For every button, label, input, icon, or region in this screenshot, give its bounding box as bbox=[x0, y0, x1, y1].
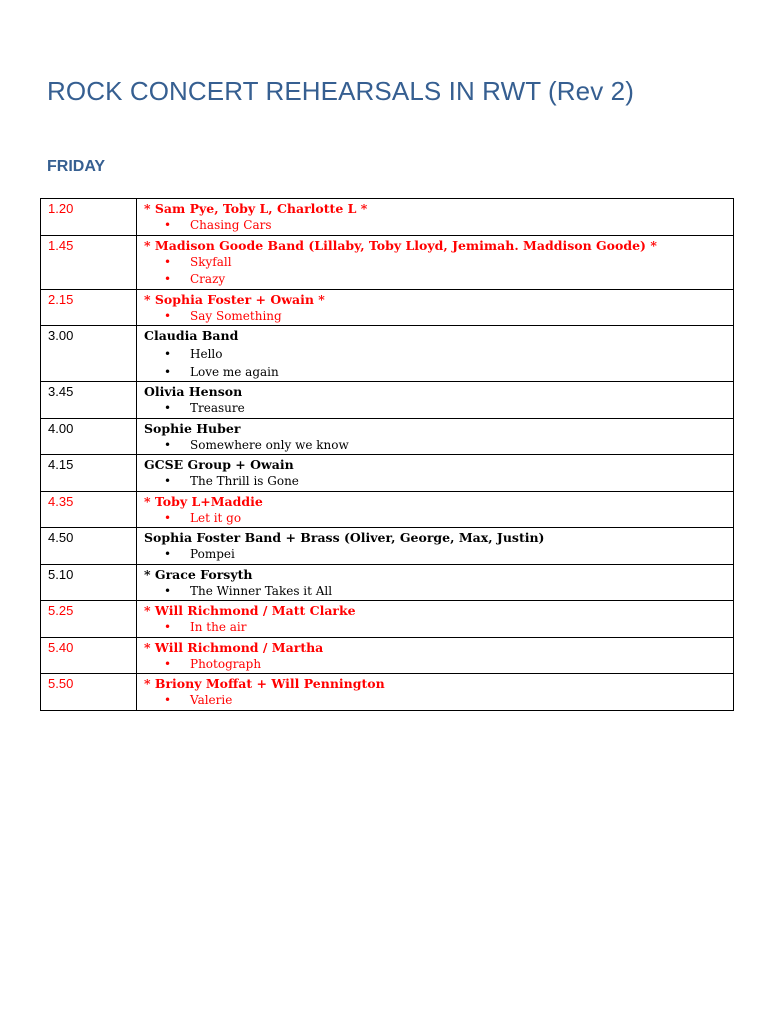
slot-time: 4.50 bbox=[41, 528, 137, 565]
slot-time: 4.00 bbox=[41, 418, 137, 455]
song-list bbox=[144, 217, 733, 235]
rehearsal-schedule-table bbox=[40, 198, 734, 711]
song-title: In the air bbox=[190, 620, 247, 634]
day-heading: FRIDAY bbox=[47, 158, 106, 175]
performer-name: GCSE Group + Owain bbox=[144, 457, 294, 472]
performer-name: * Briony Moffat + Will Pennington bbox=[144, 676, 385, 691]
schedule-row bbox=[41, 235, 734, 289]
schedule-row bbox=[41, 326, 734, 382]
schedule-row bbox=[41, 199, 734, 236]
bullet-icon bbox=[164, 254, 190, 272]
song-title: Say Something bbox=[190, 308, 282, 323]
schedule-row bbox=[41, 528, 734, 565]
song-item bbox=[164, 473, 733, 491]
bullet-icon bbox=[164, 583, 190, 601]
schedule-row bbox=[41, 382, 734, 419]
performer-name: Olivia Henson bbox=[144, 384, 243, 399]
performer-name: * Madison Goode Band (Lillaby, Toby Lloyd, Jemimah. Maddison Goode) * bbox=[144, 237, 657, 253]
slot-time: 5.10 bbox=[41, 564, 137, 601]
slot-act bbox=[137, 601, 734, 638]
song-title: Photograph bbox=[190, 656, 262, 671]
song-item bbox=[164, 254, 733, 272]
song-title: Crazy bbox=[190, 272, 226, 286]
bullet-icon bbox=[164, 271, 190, 289]
slot-time: 2.15 bbox=[41, 289, 137, 326]
song-item bbox=[164, 346, 733, 364]
slot-act bbox=[137, 418, 734, 455]
page-title: ROCK CONCERT REHEARSALS IN RWT (Rev 2) bbox=[47, 76, 634, 106]
slot-act bbox=[137, 199, 734, 236]
slot-act bbox=[137, 235, 734, 289]
performer-name: Sophie Huber bbox=[144, 420, 241, 436]
song-title: The Winner Takes it All bbox=[190, 583, 333, 598]
slot-act bbox=[137, 637, 734, 674]
schedule-row bbox=[41, 289, 734, 326]
song-item bbox=[164, 546, 733, 564]
slot-act bbox=[137, 491, 734, 528]
bullet-icon bbox=[164, 437, 190, 455]
song-title: Hello bbox=[190, 347, 223, 361]
song-item bbox=[164, 217, 733, 235]
song-title: The Thrill is Gone bbox=[190, 474, 299, 488]
schedule-row bbox=[41, 418, 734, 455]
song-list bbox=[144, 346, 733, 381]
schedule-body bbox=[41, 199, 734, 711]
slot-time: 1.45 bbox=[41, 235, 137, 289]
song-item bbox=[164, 619, 733, 637]
song-item bbox=[164, 400, 733, 418]
slot-time: 4.15 bbox=[41, 455, 137, 492]
song-item bbox=[164, 583, 733, 601]
song-title: Love me again bbox=[190, 364, 279, 379]
bullet-icon bbox=[164, 510, 190, 528]
song-title: Chasing Cars bbox=[190, 218, 272, 232]
schedule-row bbox=[41, 455, 734, 492]
schedule-row bbox=[41, 564, 734, 601]
song-title: Pompei bbox=[190, 547, 235, 561]
song-item bbox=[164, 308, 733, 326]
slot-act bbox=[137, 674, 734, 711]
bullet-icon bbox=[164, 656, 190, 674]
song-list bbox=[144, 656, 733, 674]
song-list bbox=[144, 692, 733, 710]
performer-name: * Will Richmond / Martha bbox=[144, 639, 324, 655]
slot-time: 5.40 bbox=[41, 637, 137, 674]
song-list bbox=[144, 473, 733, 491]
slot-time: 5.50 bbox=[41, 674, 137, 711]
slot-act bbox=[137, 564, 734, 601]
bullet-icon bbox=[164, 346, 190, 364]
song-title: Valerie bbox=[190, 693, 233, 707]
slot-act bbox=[137, 289, 734, 326]
slot-time: 1.20 bbox=[41, 199, 137, 236]
slot-time: 3.45 bbox=[41, 382, 137, 419]
slot-act bbox=[137, 326, 734, 382]
song-list bbox=[144, 254, 733, 289]
schedule-row bbox=[41, 637, 734, 674]
bullet-icon bbox=[164, 400, 190, 418]
song-title: Treasure bbox=[190, 401, 245, 415]
performer-name: * Sophia Foster + Owain * bbox=[144, 291, 325, 307]
song-list bbox=[144, 308, 733, 326]
performer-name: * Will Richmond / Matt Clarke bbox=[144, 603, 356, 618]
song-list bbox=[144, 510, 733, 528]
song-list bbox=[144, 437, 733, 455]
bullet-icon bbox=[164, 308, 190, 326]
performer-name: Claudia Band bbox=[144, 328, 239, 343]
bullet-icon bbox=[164, 364, 190, 382]
performer-name: * Grace Forsyth bbox=[144, 566, 253, 582]
schedule-row bbox=[41, 674, 734, 711]
song-title: Skyfall bbox=[190, 254, 232, 269]
bullet-icon bbox=[164, 217, 190, 235]
song-title: Somewhere only we know bbox=[190, 437, 349, 452]
slot-act bbox=[137, 528, 734, 565]
song-list bbox=[144, 619, 733, 637]
song-item bbox=[164, 271, 733, 289]
schedule-row bbox=[41, 601, 734, 638]
song-item bbox=[164, 364, 733, 382]
bullet-icon bbox=[164, 473, 190, 491]
slot-act bbox=[137, 455, 734, 492]
song-item bbox=[164, 437, 733, 455]
slot-time: 3.00 bbox=[41, 326, 137, 382]
song-list bbox=[144, 583, 733, 601]
song-list bbox=[144, 400, 733, 418]
slot-time: 4.35 bbox=[41, 491, 137, 528]
song-title: Let it go bbox=[190, 510, 242, 525]
slot-time: 5.25 bbox=[41, 601, 137, 638]
song-item bbox=[164, 510, 733, 528]
slot-act bbox=[137, 382, 734, 419]
bullet-icon bbox=[164, 546, 190, 564]
song-item bbox=[164, 692, 733, 710]
performer-name: * Toby L+Maddie bbox=[144, 493, 263, 509]
bullet-icon bbox=[164, 619, 190, 637]
performer-name: * Sam Pye, Toby L, Charlotte L * bbox=[144, 201, 368, 216]
bullet-icon bbox=[164, 692, 190, 710]
schedule-row bbox=[41, 491, 734, 528]
song-list bbox=[144, 546, 733, 564]
performer-name: Sophia Foster Band + Brass (Oliver, George, Max, Justin) bbox=[144, 530, 545, 545]
song-item bbox=[164, 656, 733, 674]
